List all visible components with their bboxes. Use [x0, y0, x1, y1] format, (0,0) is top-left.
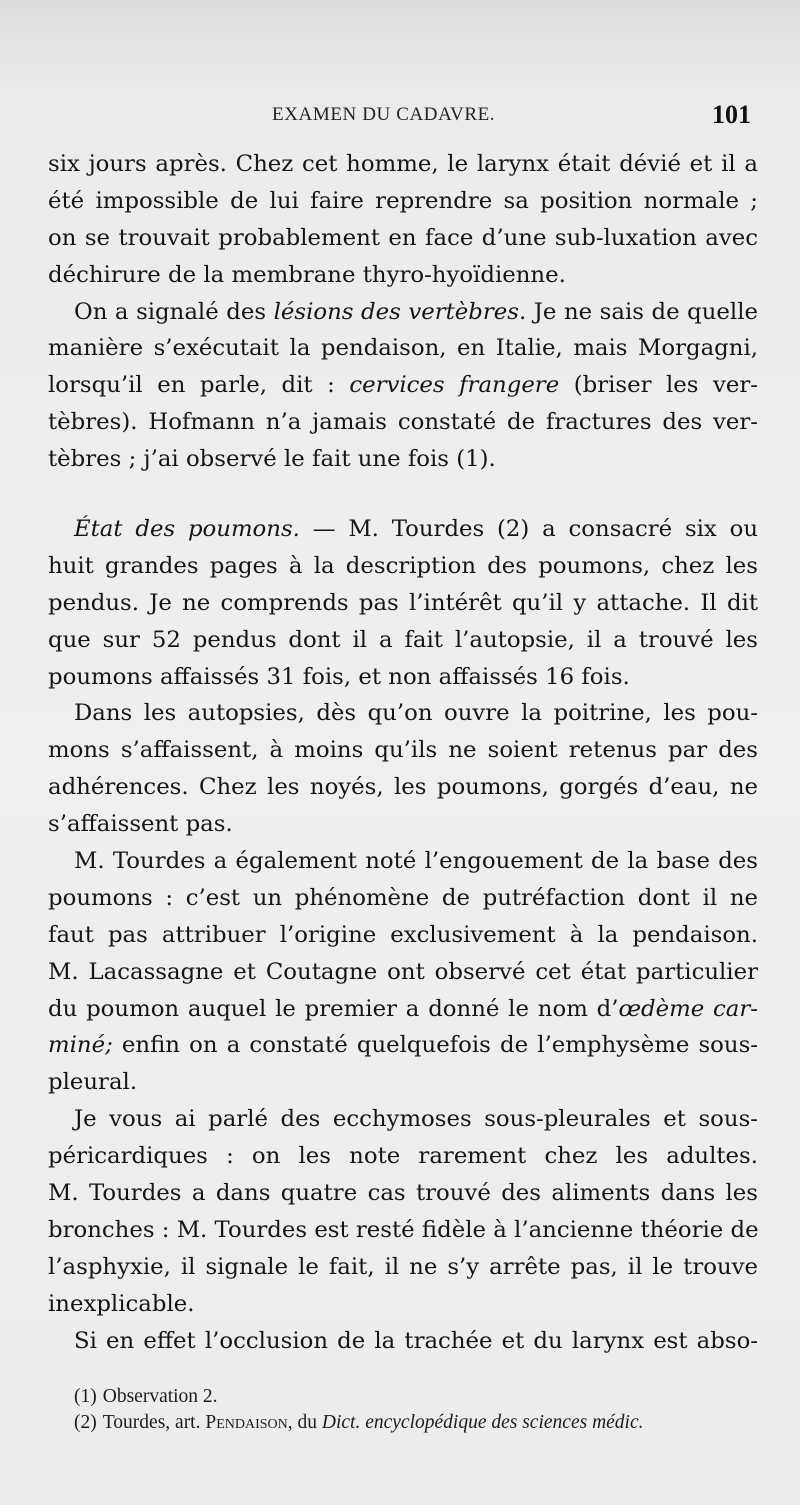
text-line: poumons affaissés 31 fois, et non affaissés 16 fois. — [48, 663, 630, 690]
text-line: faut pas attribuer l’origine exclusivement à la pendaison. — [48, 921, 758, 948]
text-line: été impossible de lui faire reprendre sa position normale ; — [48, 187, 758, 214]
footnote-text: Tourdes, art. — [102, 1412, 206, 1433]
text-line: tèbres ; j’ai observé le fait une fois (1). — [48, 446, 496, 473]
page-number: 101 — [712, 100, 751, 129]
text-run: lorsqu’il en parle, dit : — [48, 372, 350, 399]
footnote-2 — [74, 1410, 764, 1436]
text-line: s’affaissent pas. — [48, 811, 233, 838]
text-line: déchirure de la membrane thyro-hyoïdienne. — [48, 261, 566, 288]
text-run: du poumon auquel le premier a donné le nom d’ — [48, 995, 619, 1022]
text-line: M. Tourdes a également noté l’engouement de la base des — [74, 848, 758, 875]
text-line — [48, 367, 758, 404]
footnote-smallcaps: Pendaison — [205, 1412, 288, 1433]
running-title: EXAMEN DU CADAVRE. — [272, 104, 496, 125]
text-run: . Je ne sais de quelle — [518, 298, 758, 325]
text-line: six jours après. Chez cet homme, le larynx était dévié et il a — [48, 151, 758, 177]
footnote-text: , du — [287, 1412, 322, 1433]
text-line — [48, 294, 758, 331]
text-run: — M. Tourdes (2) a consacré six ou — [299, 516, 758, 543]
text-line: on se trouvait probablement en face d’une sub-luxation avec — [48, 224, 758, 251]
text-line: adhérences. Chez les noyés, les poumons, gorgés d’eau, ne — [48, 774, 758, 801]
text-line — [48, 991, 758, 1028]
section-heading-line — [48, 511, 758, 548]
italic-run: œdème car- — [618, 995, 758, 1022]
footnotes — [74, 1384, 764, 1436]
text-line: huit grandes pages à la description des poumons, chez les — [48, 552, 758, 579]
text-line: Si en effet l’occlusion de la trachée et du larynx est abso- — [74, 1327, 758, 1354]
text-line: poumons : c’est un phénomène de putréfaction dont il ne — [48, 884, 758, 911]
text-line: péricardiques : on les note rarement chez les adultes. — [48, 1143, 758, 1170]
text-run: enfin on a constaté quelquefois de l’emphysème sous- — [112, 1032, 758, 1059]
text-line: que sur 52 pendus dont il a fait l’autopsie, il a trouvé les — [48, 626, 758, 653]
text-line: Je vous ai parlé des ecchymoses sous-pleurales et sous- — [74, 1106, 758, 1133]
text-line: inexplicable. — [48, 1290, 195, 1317]
text-line: bronches : M. Tourdes est resté fidèle à l’ancienne théorie de — [48, 1216, 759, 1243]
text-line: M. Tourdes a dans quatre cas trouvé des aliments dans les — [48, 1180, 758, 1207]
text-line: manière s’exécutait la pendaison, en Italie, mais Morgagni, — [48, 335, 758, 362]
text-line: mons s’affaissent, à moins qu’ils ne soient retenus par des — [48, 737, 758, 764]
italic-run: lésions des vertèbres — [273, 298, 519, 325]
text-line: M. Lacassagne et Coutagne ont observé cet état particulier — [48, 958, 758, 985]
footnote-italic: Dict. encyclopédique des sciences médic. — [321, 1412, 644, 1433]
footnote-number: (2) — [74, 1412, 97, 1433]
footnote-number: (1) — [74, 1386, 97, 1407]
italic-run: miné; — [48, 1032, 113, 1059]
body-text — [48, 146, 758, 1360]
footnote-text: Observation 2. — [102, 1386, 218, 1407]
text-line: pleural. — [48, 1069, 138, 1096]
italic-run: cervices frangere — [349, 372, 560, 399]
text-line: Dans les autopsies, dès qu’on ouvre la poitrine, les pou- — [74, 700, 758, 727]
section-gap — [48, 478, 758, 511]
footnote-1 — [74, 1384, 764, 1410]
text-run: (briser les ver- — [559, 372, 758, 399]
text-line: l’asphyxie, il signale le fait, il ne s’y arrête pas, il le trouve — [48, 1253, 758, 1280]
text-line: tèbres). Hofmann n’a jamais constaté de fractures des ver- — [48, 409, 758, 436]
section-heading: État des poumons. — [74, 516, 300, 543]
text-line: pendus. Je ne comprends pas l’intérêt qu’il y attache. Il dit — [48, 589, 758, 616]
page-header — [0, 100, 800, 134]
text-run: On a signalé des — [74, 298, 274, 325]
text-line — [48, 1027, 758, 1064]
